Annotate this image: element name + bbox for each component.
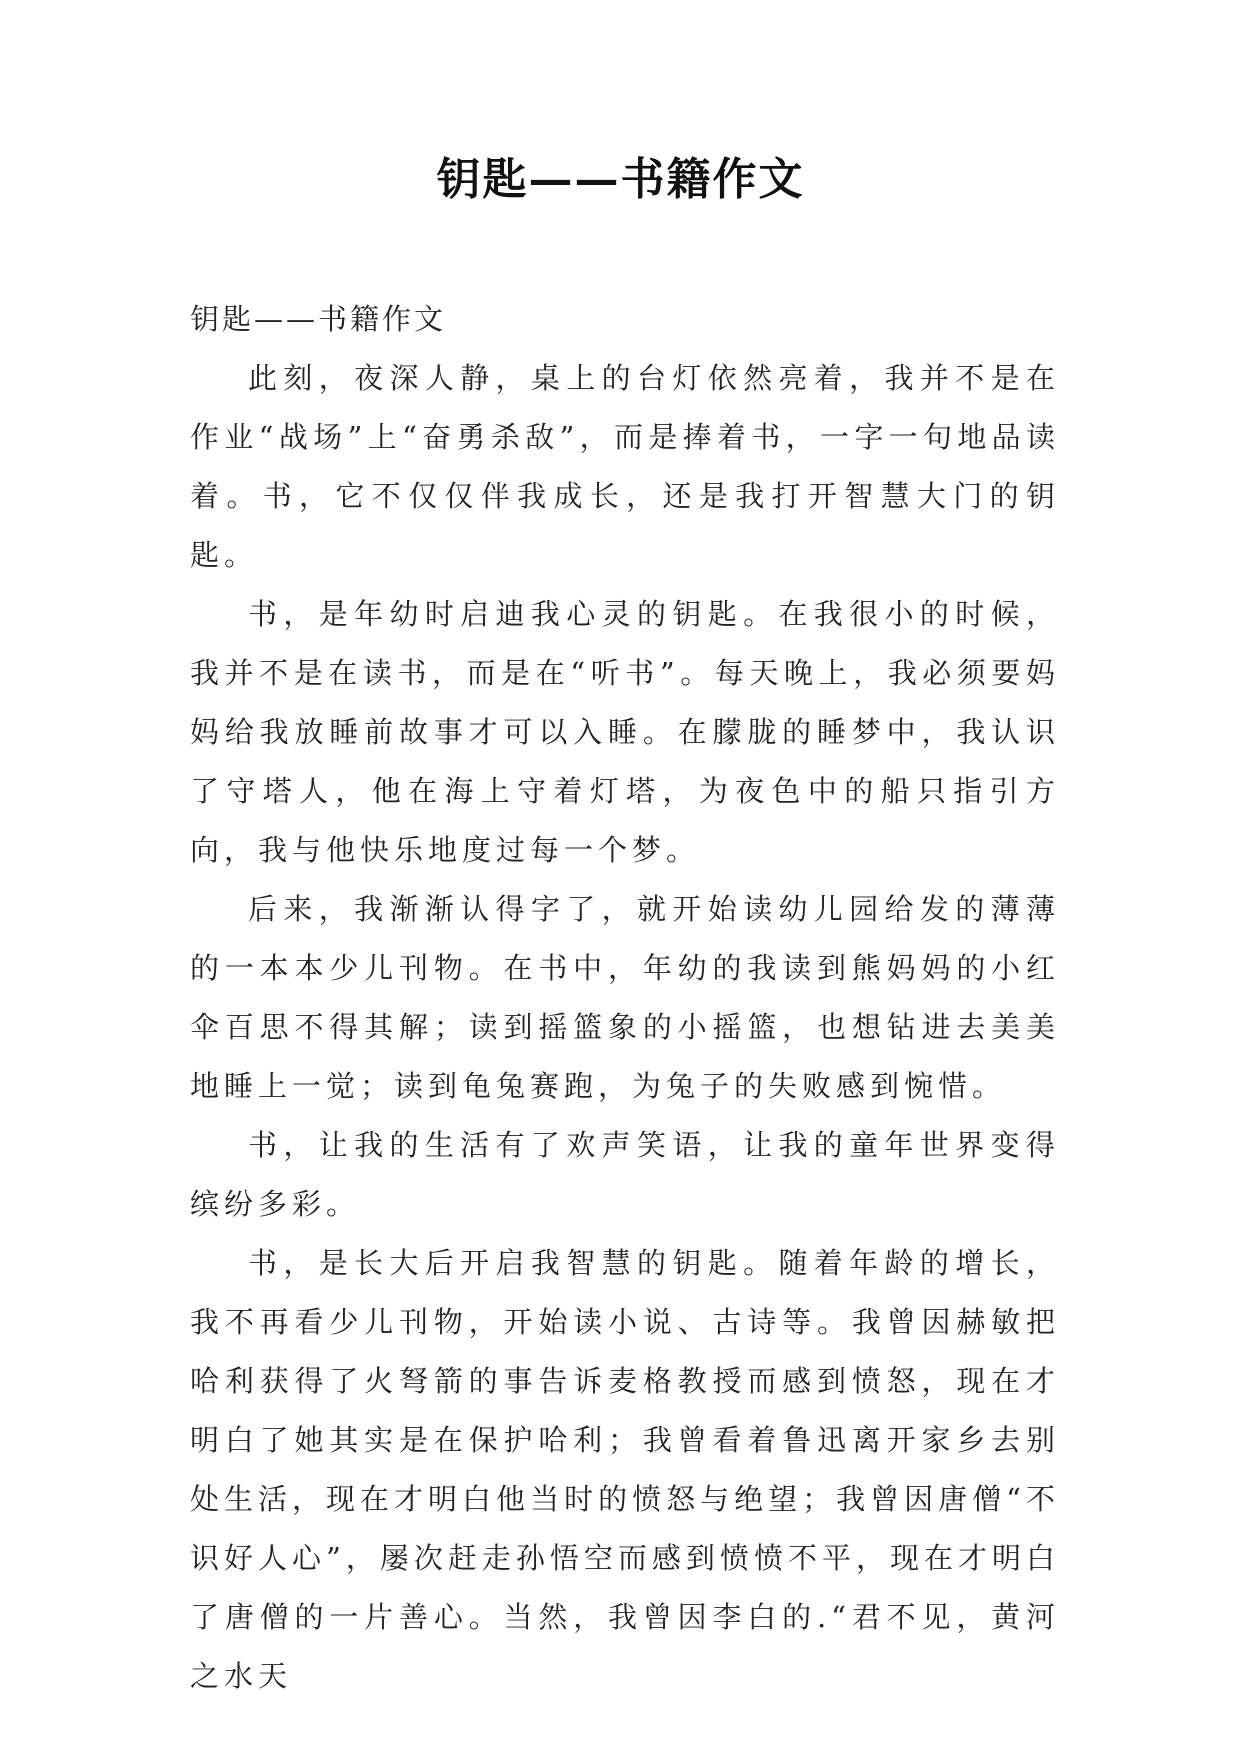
paragraph: 书，是年幼时启迪我心灵的钥匙。在我很小的时候，我并不是在读书，而是在“听书”。每天晚上，我必须要妈妈给我放睡前故事才可以入睡。在朦胧的睡梦中，我认识了守塔人，他在海上守着灯塔，为夜色中的船只指引方向，我与他快乐地度过每一个梦。 (190, 597, 1060, 867)
document-body (190, 290, 1060, 1706)
paragraph: 书，让我的生活有了欢声笑语，让我的童年世界变得缤纷多彩。 (190, 1128, 1060, 1221)
document-subtitle: 钥匙——书籍作文 (190, 302, 447, 336)
paragraph: 此刻，夜深人静，桌上的台灯依然亮着，我并不是在作业“战场”上“奋勇杀敌”，而是捧着书，一字一句地品读着。书，它不仅仅伴我成长，还是我打开智慧大门的钥匙。 (190, 361, 1060, 572)
paragraph: 书，是长大后开启我智慧的钥匙。随着年龄的增长，我不再看少儿刊物，开始读小说、古诗等。我曾因赫敏把哈利获得了火弩箭的事告诉麦格教授而感到愤怒，现在才明白了她其实是在保护哈利；我曾看着鲁迅离开家乡去别处生活，现在才明白他当时的愤怒与绝望；我曾因唐僧“不识好人心”，屡次赶走孙悟空而感到愤愤不平，现在才明白了唐僧的一片善心。当然，我曾因李白的.“君不见，黄河之水天 (190, 1246, 1060, 1693)
paragraph: 后来，我渐渐认得字了，就开始读幼儿园给发的薄薄的一本本少儿刊物。在书中，年幼的我读到熊妈妈的小红伞百思不得其解；读到摇篮象的小摇篮，也想钻进去美美地睡上一觉；读到龟兔赛跑，为兔子的失败感到惋惜。 (190, 892, 1060, 1103)
document-title: 钥匙——书籍作文 (436, 154, 805, 205)
